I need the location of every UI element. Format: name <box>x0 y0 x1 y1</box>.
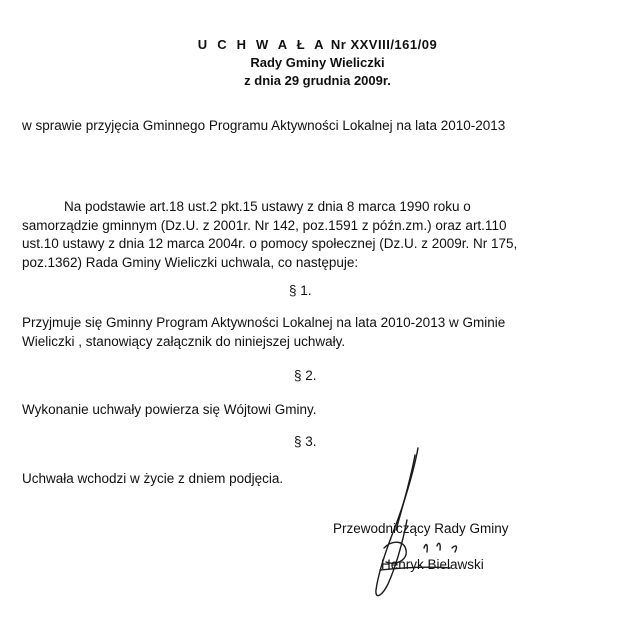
section-text-line: Wieliczki , stanowiący załącznik do niniejszej uchwały. <box>22 333 346 349</box>
section-text-1 <box>22 314 505 351</box>
section-mark-3: § 3. <box>294 434 317 449</box>
legal-basis-paragraph <box>22 198 582 272</box>
legal-basis-line: ust.10 ustawy z dnia 12 marca 2004r. o pomocy społecznej (Dz.U. z 2009r. Nr 175, <box>22 236 518 251</box>
resolution-date: z dnia 29 grudnia 2009r. <box>244 73 391 88</box>
signatory-name: Henryk Bielawski <box>381 557 484 572</box>
resolution-title <box>0 36 635 54</box>
legal-basis-line: samorządzie gminnym (Dz.U. z 2001r. Nr 142, poz.1591 z późn.zm.) oraz art.110 <box>22 217 507 233</box>
resolution-issuer: Rady Gminy Wieliczki <box>250 55 385 70</box>
section-text-line: Przyjmuje się Gminny Program Aktywności Lokalnej na lata 2010-2013 w Gminie <box>22 315 506 330</box>
section-mark-2: § 2. <box>294 368 317 383</box>
legal-basis-line: poz.1362) Rada Gminy Wieliczki uchwala, co następuje: <box>22 254 359 270</box>
resolution-subject: w sprawie przyjęcia Gminnego Programu Aktywności Lokalnej na lata 2010-2013 <box>22 118 506 133</box>
section-text-2 <box>22 401 316 420</box>
section-text-line: Uchwała wchodzi w życie z dniem podjęcia. <box>22 471 284 486</box>
resolution-number: Nr XXVIII/161/09 <box>330 37 438 52</box>
section-text-line: Wykonanie uchwały powierza się Wójtowi Gminy. <box>22 402 317 417</box>
resolution-title-word: U C H W A Ł A <box>197 37 327 52</box>
legal-basis-line: Na podstawie art.18 ust.2 pkt.15 ustawy z dnia 8 marca 1990 roku o <box>64 199 471 214</box>
signatory-title: Przewodniczący Rady Gminy <box>333 521 509 536</box>
section-text-3 <box>22 470 283 489</box>
section-mark-1: § 1. <box>289 283 312 298</box>
